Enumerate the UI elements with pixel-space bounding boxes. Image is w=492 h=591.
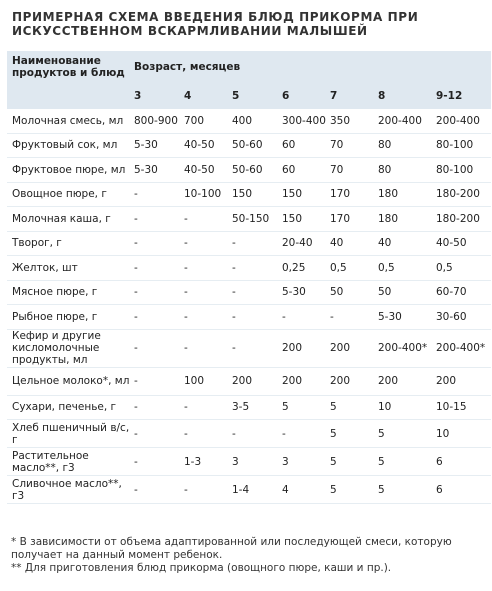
amount-cell: 60-70 xyxy=(433,280,491,305)
amount-cell: 5 xyxy=(375,476,433,504)
amount-cell: 10 xyxy=(433,420,491,448)
amount-cell: 50 xyxy=(327,280,375,305)
amount-cell: 5 xyxy=(279,395,327,420)
amount-cell: 60 xyxy=(279,158,327,183)
amount-cell: 5 xyxy=(375,448,433,476)
amount-cell: - xyxy=(181,329,229,367)
amount-cell: 5-30 xyxy=(131,133,181,158)
month-header-6: 8 xyxy=(375,83,433,109)
amount-cell: - xyxy=(229,256,279,281)
amount-cell: 40-50 xyxy=(433,231,491,256)
amount-cell: 80 xyxy=(375,158,433,183)
product-name: Растительное масло**, г3 xyxy=(7,448,131,476)
amount-cell: 10-100 xyxy=(181,182,229,207)
amount-cell: 180-200 xyxy=(433,207,491,232)
amount-cell: 200 xyxy=(229,367,279,395)
table-row xyxy=(7,476,491,504)
amount-cell: 5-30 xyxy=(279,280,327,305)
table-row xyxy=(7,182,491,207)
amount-cell: 5-30 xyxy=(375,305,433,330)
product-name: Сухари, печенье, г xyxy=(7,395,131,420)
amount-cell: - xyxy=(229,231,279,256)
amount-cell: 5 xyxy=(375,420,433,448)
amount-cell: 6 xyxy=(433,448,491,476)
table-row xyxy=(7,305,491,330)
product-name: Желток, шт xyxy=(7,256,131,281)
amount-cell: 5-30 xyxy=(131,158,181,183)
table-row xyxy=(7,207,491,232)
amount-cell: 80-100 xyxy=(433,133,491,158)
amount-cell: - xyxy=(229,329,279,367)
amount-cell: - xyxy=(131,329,181,367)
footnote-1: * В зависимости от объема адаптированной или последующей смеси, которую получает на данный момент ребенок. xyxy=(11,536,452,561)
amount-cell: 0,5 xyxy=(327,256,375,281)
amount-cell: - xyxy=(131,256,181,281)
amount-cell: 3 xyxy=(279,448,327,476)
empty-header-cell xyxy=(7,83,131,109)
amount-cell: - xyxy=(131,231,181,256)
product-name: Хлеб пшеничный в/с, г xyxy=(7,420,131,448)
month-header-4: 6 xyxy=(279,83,327,109)
amount-cell: 170 xyxy=(327,207,375,232)
amount-cell: 200-400* xyxy=(375,329,433,367)
amount-cell: 50-60 xyxy=(229,158,279,183)
table-row xyxy=(7,256,491,281)
amount-cell: 3-5 xyxy=(229,395,279,420)
amount-cell: 200-400* xyxy=(433,329,491,367)
amount-cell: - xyxy=(279,305,327,330)
amount-cell: - xyxy=(181,395,229,420)
amount-cell: 0,5 xyxy=(433,256,491,281)
product-name: Овощное пюре, г xyxy=(7,182,131,207)
amount-cell: 400 xyxy=(229,109,279,133)
amount-cell: 0,5 xyxy=(375,256,433,281)
amount-cell: 350 xyxy=(327,109,375,133)
amount-cell: 10 xyxy=(375,395,433,420)
amount-cell: - xyxy=(181,256,229,281)
product-name: Молочная каша, г xyxy=(7,207,131,232)
page-title: ПРИМЕРНАЯ СХЕМА ВВЕДЕНИЯ БЛЮД ПРИКОРМА ПРИ ИСКУССТВЕННОМ ВСКАРМЛИВАНИИ МАЛЫШЕЙ xyxy=(12,10,419,38)
product-name: Творог, г xyxy=(7,231,131,256)
table-row xyxy=(7,231,491,256)
month-header-5: 7 xyxy=(327,83,375,109)
amount-cell: 3 xyxy=(229,448,279,476)
amount-cell: 40 xyxy=(327,231,375,256)
amount-cell: 80 xyxy=(375,133,433,158)
feeding-schedule-table xyxy=(7,51,491,504)
product-column-header: Наименование продуктов и блюд xyxy=(7,51,131,83)
amount-cell: 5 xyxy=(327,395,375,420)
amount-cell: - xyxy=(181,231,229,256)
product-name: Фруктовое пюре, мл xyxy=(7,158,131,183)
amount-cell: - xyxy=(327,305,375,330)
amount-cell: - xyxy=(279,420,327,448)
amount-cell: - xyxy=(131,476,181,504)
table-row xyxy=(7,420,491,448)
amount-cell: 170 xyxy=(327,182,375,207)
amount-cell: 200 xyxy=(375,367,433,395)
table-row xyxy=(7,109,491,133)
table-row xyxy=(7,158,491,183)
amount-cell: 300-400 xyxy=(279,109,327,133)
amount-cell: - xyxy=(131,182,181,207)
product-name: Цельное молоко*, мл xyxy=(7,367,131,395)
amount-cell: 6 xyxy=(433,476,491,504)
month-header-1: 3 xyxy=(131,83,181,109)
amount-cell: 60 xyxy=(279,133,327,158)
age-column-header: Возраст, месяцев xyxy=(131,51,491,83)
amount-cell: 40 xyxy=(375,231,433,256)
amount-cell: 800-900 xyxy=(131,109,181,133)
amount-cell: 100 xyxy=(181,367,229,395)
product-name: Сливочное масло**, г3 xyxy=(7,476,131,504)
amount-cell: 200 xyxy=(327,367,375,395)
product-name: Кефир и другие кисломолочные продукты, мл xyxy=(7,329,131,367)
amount-cell: 0,25 xyxy=(279,256,327,281)
amount-cell: 200-400 xyxy=(375,109,433,133)
amount-cell: 200 xyxy=(279,329,327,367)
amount-cell: 40-50 xyxy=(181,133,229,158)
amount-cell: 5 xyxy=(327,476,375,504)
footnotes xyxy=(11,536,487,575)
amount-cell: 200 xyxy=(433,367,491,395)
table-row xyxy=(7,329,491,367)
amount-cell: 200-400 xyxy=(433,109,491,133)
month-header-7: 9-12 xyxy=(433,83,491,109)
footnote-2: ** Для приготовления блюд прикорма (овощного пюре, каши и пр.). xyxy=(11,562,392,574)
amount-cell: - xyxy=(131,420,181,448)
amount-cell: 80-100 xyxy=(433,158,491,183)
amount-cell: 200 xyxy=(327,329,375,367)
amount-cell: - xyxy=(181,420,229,448)
amount-cell: - xyxy=(131,367,181,395)
amount-cell: - xyxy=(131,305,181,330)
amount-cell: - xyxy=(131,207,181,232)
month-header-3: 5 xyxy=(229,83,279,109)
table-row xyxy=(7,280,491,305)
amount-cell: 30-60 xyxy=(433,305,491,330)
product-name: Фруктовый сок, мл xyxy=(7,133,131,158)
amount-cell: 700 xyxy=(181,109,229,133)
table-row xyxy=(7,395,491,420)
amount-cell: 40-50 xyxy=(181,158,229,183)
amount-cell: - xyxy=(131,395,181,420)
amount-cell: - xyxy=(229,305,279,330)
product-name: Мясное пюре, г xyxy=(7,280,131,305)
table-row xyxy=(7,133,491,158)
amount-cell: - xyxy=(229,280,279,305)
amount-cell: 180 xyxy=(375,182,433,207)
amount-cell: 20-40 xyxy=(279,231,327,256)
amount-cell: 70 xyxy=(327,158,375,183)
amount-cell: - xyxy=(131,280,181,305)
amount-cell: 200 xyxy=(279,367,327,395)
amount-cell: - xyxy=(181,280,229,305)
month-header-2: 4 xyxy=(181,83,229,109)
table-row xyxy=(7,448,491,476)
amount-cell: 180 xyxy=(375,207,433,232)
amount-cell: - xyxy=(229,420,279,448)
amount-cell: - xyxy=(131,448,181,476)
amount-cell: - xyxy=(181,207,229,232)
product-name: Рыбное пюре, г xyxy=(7,305,131,330)
months-header-row xyxy=(7,83,491,109)
table-header-row xyxy=(7,51,491,83)
amount-cell: 50-60 xyxy=(229,133,279,158)
amount-cell: 1-4 xyxy=(229,476,279,504)
amount-cell: 5 xyxy=(327,448,375,476)
amount-cell: 70 xyxy=(327,133,375,158)
amount-cell: 150 xyxy=(279,182,327,207)
product-name: Молочная смесь, мл xyxy=(7,109,131,133)
amount-cell: 50 xyxy=(375,280,433,305)
amount-cell: 1-3 xyxy=(181,448,229,476)
amount-cell: 5 xyxy=(327,420,375,448)
amount-cell: 10-15 xyxy=(433,395,491,420)
amount-cell: 150 xyxy=(229,182,279,207)
amount-cell: 4 xyxy=(279,476,327,504)
amount-cell: 50-150 xyxy=(229,207,279,232)
table-row xyxy=(7,367,491,395)
amount-cell: - xyxy=(181,305,229,330)
amount-cell: 150 xyxy=(279,207,327,232)
amount-cell: 180-200 xyxy=(433,182,491,207)
amount-cell: - xyxy=(181,476,229,504)
